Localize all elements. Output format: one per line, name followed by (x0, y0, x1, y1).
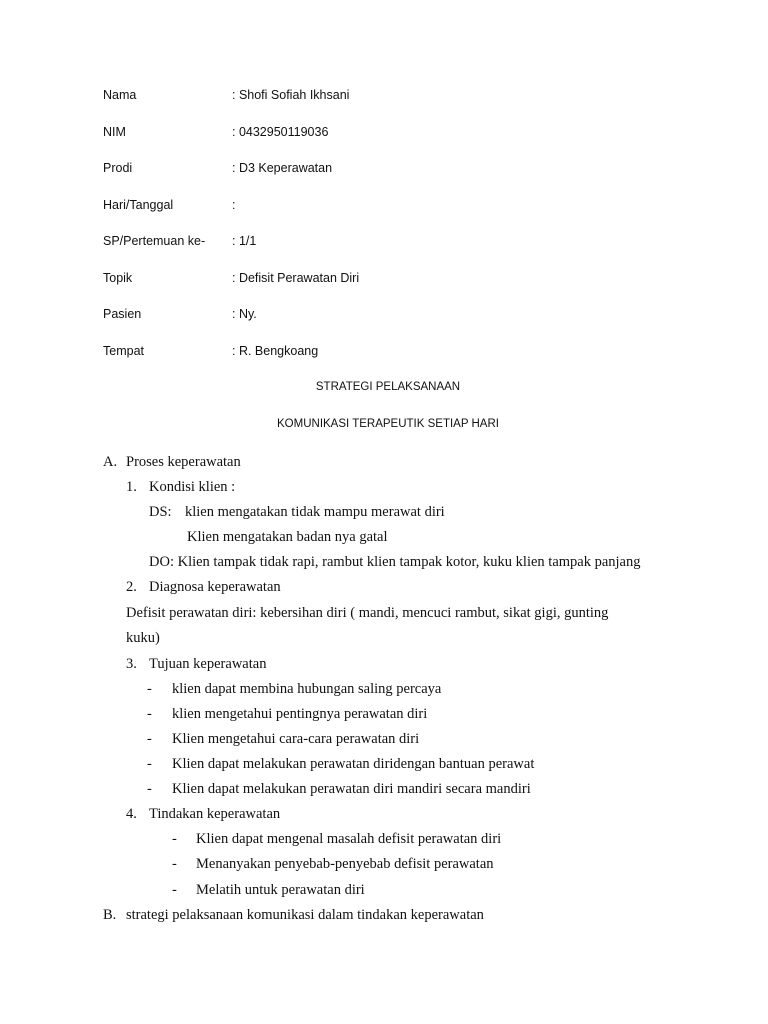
field-value: : Ny. (232, 307, 257, 321)
do-line: DO: Klien tampak tidak rapi, rambut klien tampak kotor, kuku klien tampak panjang (149, 554, 641, 570)
bullet-dash: - (172, 856, 177, 872)
field-value: : Defisit Perawatan Diri (232, 271, 360, 285)
ds-line-2: Klien mengatakan badan nya gatal (187, 529, 388, 545)
goal-item: Klien mengetahui cara-cara perawatan diri (172, 731, 420, 747)
diagnosis-line-1: Defisit perawatan diri: kebersihan diri ( mandi, mencuci rambut, sikat gigi, gunting (126, 605, 609, 621)
field-label: SP/Pertemuan ke- (103, 234, 206, 248)
field-label: Topik (103, 271, 133, 285)
action-item: Klien dapat mengenal masalah defisit perawatan diri (196, 831, 502, 847)
section-b-marker: B. (103, 907, 117, 923)
field-value: : 1/1 (232, 234, 257, 248)
bullet-dash: - (147, 731, 152, 747)
field-value: : (232, 198, 236, 212)
goal-item: klien dapat membina hubungan saling percaya (172, 681, 442, 697)
field-value: : D3 Keperawatan (232, 161, 333, 175)
goal-item: Klien dapat melakukan perawatan diri mandiri secara mandiri (172, 781, 531, 797)
goal-item: Klien dapat melakukan perawatan diridengan bantuan perawat (172, 756, 535, 772)
item-2-title: Diagnosa keperawatan (149, 579, 281, 595)
section-a-marker: A. (103, 454, 118, 470)
field-label: Nama (103, 88, 137, 102)
action-item: Melatih untuk perawatan diri (196, 882, 365, 898)
document-title: STRATEGI PELAKSANAAN (315, 381, 461, 393)
item-3-title: Tujuan keperawatan (149, 656, 267, 672)
bullet-dash: - (147, 681, 152, 697)
diagnosis-line-2: kuku) (126, 630, 160, 646)
field-value: : 0432950119036 (232, 125, 329, 139)
field-label: Hari/Tanggal (103, 198, 174, 212)
action-item: Menanyakan penyebab-penyebab defisit perawatan (196, 856, 494, 872)
bullet-dash: - (172, 831, 177, 847)
field-label: Tempat (103, 344, 144, 358)
bullet-dash: - (147, 781, 152, 797)
goal-item: klien mengetahui pentingnya perawatan diri (172, 706, 428, 722)
field-label: Prodi (103, 161, 133, 175)
field-label: NIM (103, 125, 126, 139)
section-a-title: Proses keperawatan (126, 454, 241, 470)
item-1-title: Kondisi klien : (149, 479, 236, 495)
item-3-marker: 3. (126, 656, 137, 672)
field-value: : Shofi Sofiah Ikhsani (232, 88, 350, 102)
ds-line-1: klien mengatakan tidak mampu merawat diri (185, 504, 445, 520)
item-1-marker: 1. (126, 479, 137, 495)
field-value: : R. Bengkoang (232, 344, 319, 358)
bullet-dash: - (147, 756, 152, 772)
bullet-dash: - (147, 706, 152, 722)
item-4-title: Tindakan keperawatan (149, 806, 281, 822)
section-b-title: strategi pelaksanaan komunikasi dalam tindakan keperawatan (126, 907, 484, 923)
item-2-marker: 2. (126, 579, 137, 595)
item-4-marker: 4. (126, 806, 137, 822)
field-label: Pasien (103, 307, 142, 321)
bullet-dash: - (172, 882, 177, 898)
document-subtitle: KOMUNIKASI TERAPEUTIK SETIAP HARI (277, 418, 499, 430)
ds-label: DS: (149, 504, 172, 520)
